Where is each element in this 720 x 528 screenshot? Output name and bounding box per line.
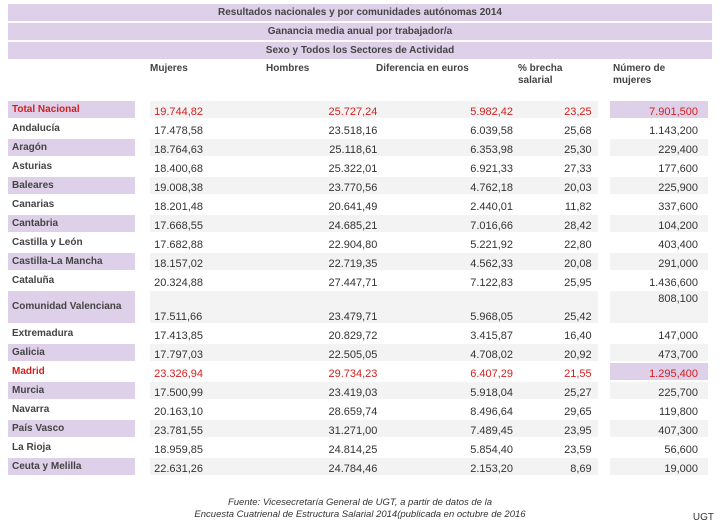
mujeres-cell: 23.781,55 <box>150 420 260 437</box>
region-cell: Galicia <box>8 344 135 361</box>
mujeres-cell: 17.511,66 <box>150 291 260 323</box>
diferencia-cell: 6.921,33 <box>470 163 514 175</box>
mujeres-cell: 17.478,58 <box>154 125 204 137</box>
region-cell: Total Nacional <box>8 101 135 118</box>
spacer-cell <box>135 363 150 380</box>
spacer-cell <box>598 363 611 380</box>
table-row <box>8 234 708 251</box>
spacer-cell <box>135 101 150 118</box>
column-header-numero-line2: mujeres <box>613 75 652 86</box>
table-subtitle: Ganancia media anual por trabajador/a <box>8 23 712 40</box>
diferencia-cell: 3.415,87 <box>470 330 514 342</box>
source-note-line1: Fuente: Vicesecretaría General de UGT, a partir de datos de la <box>227 497 493 508</box>
numero-cell: 1.436,600 <box>649 277 698 289</box>
brecha-cell: 22,80 <box>564 239 592 251</box>
diferencia-cell: 4.762,18 <box>383 177 517 194</box>
spacer-cell <box>135 196 150 213</box>
numero-cell: 19,000 <box>610 458 708 475</box>
mujeres-cell: 18.959,85 <box>154 444 204 456</box>
column-header-mujeres: Mujeres <box>150 63 188 74</box>
table-row <box>8 120 708 137</box>
mujeres-cell: 17.413,85 <box>154 330 204 342</box>
hombres-cell: 22.719,35 <box>260 253 383 270</box>
column-header-brecha-line2: salarial <box>518 75 553 86</box>
mujeres-cell: 18.201,48 <box>154 201 204 213</box>
diferencia-cell: 6.353,98 <box>383 139 517 156</box>
numero-cell: 177,600 <box>658 163 698 175</box>
spacer-cell <box>598 382 611 399</box>
numero-cell: 291,000 <box>610 253 708 270</box>
numero-cell: 337,600 <box>658 201 698 213</box>
diferencia-cell: 6.407,29 <box>470 368 514 380</box>
source-note-line2: Encuesta Cuatrienal de Estructura Salarial 2014(publicada en octubre de 2016 <box>194 509 526 520</box>
brecha-cell: 16,40 <box>564 330 592 342</box>
region-cell: Comunidad Valenciana <box>8 291 135 323</box>
region-cell: Murcia <box>8 382 135 399</box>
diferencia-cell: 5.968,05 <box>383 291 517 323</box>
diferencia-cell: 4.562,33 <box>383 253 517 270</box>
spacer-cell <box>598 458 611 475</box>
brecha-cell: 25,27 <box>517 382 598 399</box>
brecha-cell: 23,59 <box>564 444 592 456</box>
table-row <box>8 215 708 232</box>
table-row <box>8 420 708 437</box>
region-cell: Ceuta y Melilla <box>8 458 135 475</box>
column-header-diferencia: Diferencia en euros <box>376 63 469 74</box>
mujeres-cell: 18.400,68 <box>154 163 204 175</box>
table-row <box>8 101 708 118</box>
brecha-cell: 25,42 <box>517 291 598 323</box>
region-cell: Cataluña <box>12 274 55 286</box>
mujeres-cell: 17.682,88 <box>154 239 204 251</box>
hombres-cell: 25.727,24 <box>260 101 383 118</box>
brecha-cell: 23,25 <box>517 101 598 118</box>
numero-cell: 407,300 <box>610 420 708 437</box>
region-cell: Extremadura <box>12 327 74 339</box>
column-header-numero <box>613 63 683 87</box>
diferencia-cell: 5.982,42 <box>383 101 517 118</box>
column-header-brecha-line1: % brecha <box>518 63 563 74</box>
table-row <box>8 272 708 289</box>
numero-cell: 1.295,400 <box>610 363 708 380</box>
salary-table <box>8 99 708 477</box>
table-row <box>8 439 708 456</box>
spacer-cell <box>598 234 611 251</box>
hombres-cell: 25.322,01 <box>328 163 378 175</box>
spacer-cell <box>135 120 150 137</box>
mujeres-cell: 20.324,88 <box>154 277 204 289</box>
spacer-cell <box>135 234 150 251</box>
region-cell: Cantabria <box>8 215 135 232</box>
table-row <box>8 253 708 270</box>
mujeres-cell: 17.500,99 <box>150 382 260 399</box>
brecha-cell: 27,33 <box>564 163 592 175</box>
hombres-cell: 31.271,00 <box>260 420 383 437</box>
region-cell: La Rioja <box>12 441 51 453</box>
salary-table-document <box>8 4 712 477</box>
numero-cell: 225,700 <box>610 382 708 399</box>
mujeres-cell: 23.326,94 <box>154 368 204 380</box>
brecha-cell: 8,69 <box>517 458 598 475</box>
brecha-cell: 20,92 <box>517 344 598 361</box>
diferencia-cell: 5.918,04 <box>383 382 517 399</box>
table-row <box>8 158 708 175</box>
numero-cell: 403,400 <box>658 239 698 251</box>
hombres-cell: 20.641,49 <box>328 201 378 213</box>
spacer-cell <box>135 458 150 475</box>
mujeres-cell: 18.764,63 <box>150 139 260 156</box>
hombres-cell: 24.784,46 <box>260 458 383 475</box>
region-cell: Aragón <box>8 139 135 156</box>
region-cell: Canarias <box>12 198 55 210</box>
diferencia-cell: 7.489,45 <box>383 420 517 437</box>
spacer-cell <box>598 253 611 270</box>
spacer-cell <box>598 158 611 175</box>
source-note <box>0 497 720 521</box>
region-cell: Navarra <box>12 403 50 415</box>
numero-cell: 229,400 <box>610 139 708 156</box>
mujeres-cell: 17.797,03 <box>150 344 260 361</box>
mujeres-cell: 19.744,82 <box>150 101 260 118</box>
table-row <box>8 344 708 361</box>
diferencia-cell: 2.440,01 <box>470 201 514 213</box>
column-header-brecha <box>518 63 562 87</box>
numero-cell: 119,800 <box>659 406 698 418</box>
spacer-cell <box>598 139 611 156</box>
diferencia-cell: 4.708,02 <box>383 344 517 361</box>
diferencia-cell: 7.016,66 <box>383 215 517 232</box>
spacer-cell <box>135 291 150 323</box>
hombres-cell: 29.734,23 <box>328 368 378 380</box>
spacer-cell <box>135 139 150 156</box>
column-header-hombres: Hombres <box>266 63 310 74</box>
region-cell: País Vasco <box>8 420 135 437</box>
table-row <box>8 177 708 194</box>
spacer-cell <box>135 401 150 418</box>
numero-cell: 7.901,500 <box>610 101 708 118</box>
table-row <box>8 291 708 323</box>
hombres-cell: 27.447,71 <box>328 277 378 289</box>
brecha-cell: 23,95 <box>517 420 598 437</box>
column-headers <box>8 61 712 99</box>
spacer-cell <box>135 272 150 289</box>
region-cell: Andalucía <box>12 122 60 134</box>
spacer-cell <box>598 401 611 418</box>
table-row <box>8 382 708 399</box>
spacer-cell <box>135 253 150 270</box>
mujeres-cell: 18.157,02 <box>150 253 260 270</box>
numero-cell: 104,200 <box>610 215 708 232</box>
numero-cell: 808,100 <box>610 291 708 323</box>
spacer-cell <box>598 120 611 137</box>
spacer-cell <box>135 215 150 232</box>
diferencia-cell: 5.854,40 <box>470 444 514 456</box>
table-title: Resultados nacionales y por comunidades autónomas 2014 <box>8 4 712 21</box>
hombres-cell: 23.479,71 <box>260 291 383 323</box>
spacer-cell <box>598 291 611 323</box>
hombres-cell: 22.505,05 <box>260 344 383 361</box>
spacer-cell <box>598 420 611 437</box>
brecha-cell: 20,03 <box>517 177 598 194</box>
region-cell: Madrid <box>12 365 45 377</box>
brecha-cell: 25,68 <box>564 125 592 137</box>
hombres-cell: 23.419,03 <box>260 382 383 399</box>
diferencia-cell: 6.039,58 <box>470 125 514 137</box>
spacer-cell <box>598 101 611 118</box>
spacer-cell <box>598 439 611 456</box>
diferencia-cell: 5.221,92 <box>470 239 514 251</box>
table-subtitle-sector: Sexo y Todos los Sectores de Actividad <box>8 42 712 59</box>
hombres-cell: 23.770,56 <box>260 177 383 194</box>
brecha-cell: 28,42 <box>517 215 598 232</box>
diferencia-cell: 8.496,64 <box>470 406 514 418</box>
brecha-cell: 21,55 <box>564 368 592 380</box>
table-row <box>8 458 708 475</box>
numero-cell: 225,900 <box>610 177 708 194</box>
spacer-cell <box>598 196 611 213</box>
brecha-cell: 29,65 <box>564 406 592 418</box>
spacer-cell <box>598 325 611 342</box>
mujeres-cell: 17.668,55 <box>150 215 260 232</box>
table-row <box>8 401 708 418</box>
brecha-cell: 25,95 <box>564 277 592 289</box>
spacer-cell <box>135 439 150 456</box>
hombres-cell: 25.118,61 <box>260 139 383 156</box>
region-cell: Castilla-La Mancha <box>8 253 135 270</box>
mujeres-cell: 20.163,10 <box>154 406 204 418</box>
hombres-cell: 28.659,74 <box>328 406 378 418</box>
table-body <box>8 101 708 475</box>
numero-cell: 473,700 <box>610 344 708 361</box>
brecha-cell: 11,82 <box>564 201 592 213</box>
image-credit: UGT <box>692 512 714 523</box>
region-cell: Baleares <box>8 177 135 194</box>
spacer-cell <box>598 177 611 194</box>
diferencia-cell: 2.153,20 <box>383 458 517 475</box>
mujeres-cell: 22.631,26 <box>150 458 260 475</box>
numero-cell: 147,000 <box>658 330 698 342</box>
region-cell: Castilla y León <box>12 236 83 248</box>
spacer-cell <box>135 382 150 399</box>
table-row <box>8 139 708 156</box>
table-row <box>8 363 708 380</box>
spacer-cell <box>598 215 611 232</box>
hombres-cell: 24.685,21 <box>260 215 383 232</box>
hombres-cell: 20.829,72 <box>328 330 378 342</box>
spacer-cell <box>135 177 150 194</box>
table-row <box>8 196 708 213</box>
column-header-numero-line1: Número de <box>613 63 666 74</box>
hombres-cell: 23.518,16 <box>328 125 378 137</box>
region-cell: Asturias <box>12 160 53 172</box>
table-row <box>8 325 708 342</box>
spacer-cell <box>135 325 150 342</box>
mujeres-cell: 19.008,38 <box>150 177 260 194</box>
brecha-cell: 20,08 <box>517 253 598 270</box>
diferencia-cell: 7.122,83 <box>470 277 514 289</box>
hombres-cell: 24.814,25 <box>328 444 378 456</box>
spacer-cell <box>135 344 150 361</box>
numero-cell: 56,600 <box>664 444 698 456</box>
numero-cell: 1.143,200 <box>649 125 698 137</box>
hombres-cell: 22.904,80 <box>328 239 378 251</box>
brecha-cell: 25,30 <box>517 139 598 156</box>
spacer-cell <box>598 344 611 361</box>
spacer-cell <box>135 158 150 175</box>
spacer-cell <box>598 272 611 289</box>
spacer-cell <box>135 420 150 437</box>
